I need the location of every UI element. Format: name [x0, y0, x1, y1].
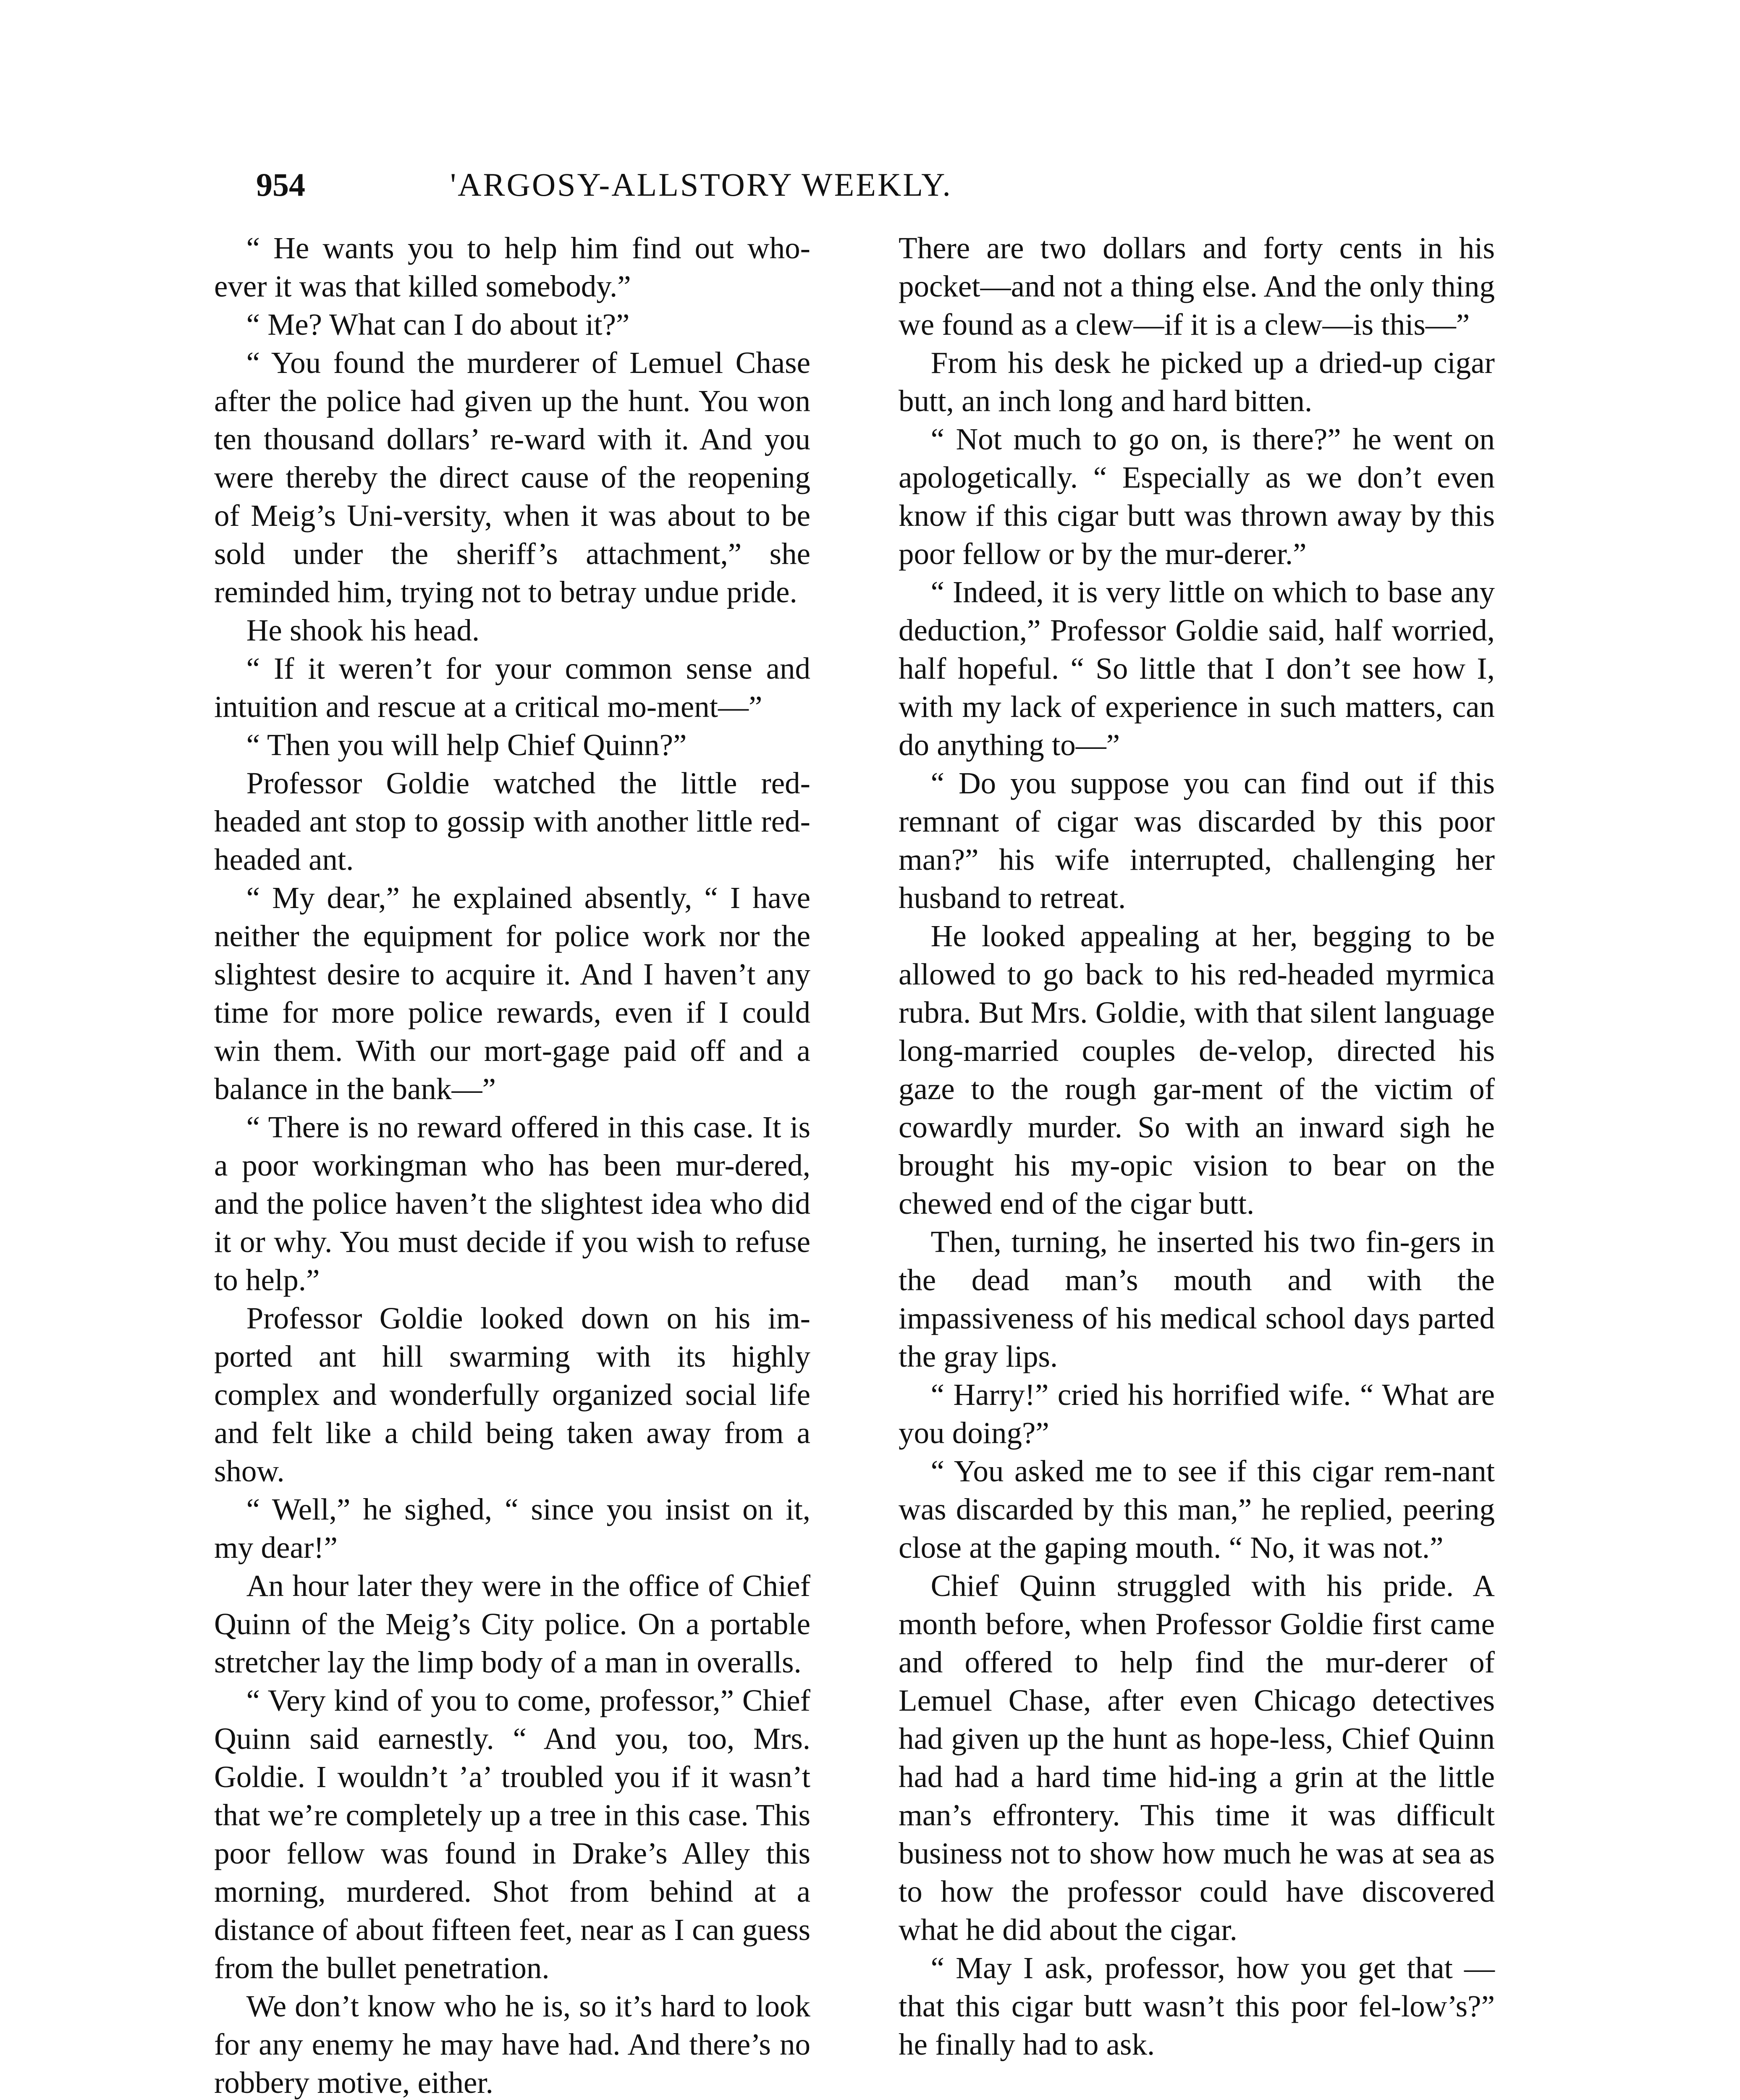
paragraph: “ Then you will help Chief Quinn?” [246, 728, 687, 762]
right-column [899, 229, 1495, 2063]
paragraph: From his desk he picked up a dried-up cigar butt, an inch long and hard bitten. [899, 346, 1495, 418]
paragraph: “ Not much to go on, is there?” he went on apologetically. “ Especially as we don’t even know if this cigar butt was thrown away by this poor fellow or by the mur-derer.” [899, 422, 1495, 571]
paragraph: He looked appealing at her, begging to be allowed to go back to his red-headed myrmica rubra. But Mrs. Goldie, with that silent language long-married couples de-velop, directed his gaze to the rough gar-ment of the victim of cowardly murder. So with an inward sigh he brought his my-opic vision to bear on the chewed end of the cigar butt. [899, 919, 1495, 1221]
paragraph: Then, turning, he inserted his two fin-gers in the dead man’s mouth and with the impassiveness of his medical school days parted the gray lips. [899, 1225, 1495, 1373]
paragraph: We don’t know who he is, so it’s hard to look for any enemy he may have had. And there’s no robbery motive, either. [214, 1989, 810, 2100]
page-number: 954 [256, 166, 305, 203]
paragraph: “ Indeed, it is very little on which to base any deduction,” Professor Goldie said, half worried, half hopeful. “ So little that I don’t see how I, with my lack of experience in such matters, can do anything to—” [899, 575, 1495, 762]
paragraph: Professor Goldie watched the little red-headed ant stop to gossip with another little red-headed ant. [214, 766, 810, 877]
paragraph: “ Do you suppose you can find out if this remnant of cigar was discarded by this poor man?” his wife interrupted, challenging her husband to retreat. [899, 766, 1495, 915]
paragraph: “ There is no reward offered in this case. It is a poor workingman who has been mur-dered, and the police haven’t the slightest idea who did it or why. You must decide if you wish to refuse to help.” [214, 1110, 810, 1297]
running-title: 'ARGOSY-ALLSTORY WEEKLY. [450, 166, 952, 203]
left-column [214, 229, 810, 2100]
paragraph: Chief Quinn struggled with his pride. A month before, when Professor Goldie first came and offered to help find the mur-derer of Lemuel Chase, after even Chicago detectives had given up the hunt as hope-less, Chief Quinn had had a hard time hid-ing a grin at the little man’s effrontery. This time it was difficult business not to show how much he was at sea as to how the professor could have discovered what he did about the cigar. [899, 1569, 1495, 1947]
paragraph: “ Harry!” cried his horrified wife. “ What are you doing?” [899, 1378, 1495, 1450]
paragraph: “ If it weren’t for your common sense and intuition and rescue at a critical mo-ment—” [214, 651, 810, 724]
paragraph: “ Well,” he sighed, “ since you insist on it, my dear!” [214, 1492, 810, 1564]
paragraph: “ He wants you to help him find out who-ever it was that killed somebody.” [214, 231, 810, 303]
page-header [256, 162, 1146, 208]
paragraph: “ Me? What can I do about it?” [246, 307, 630, 341]
paragraph: “ You found the murderer of Lemuel Chase after the police had given up the hunt. You won ten thousand dollars’ re-ward with it. And you were thereby the direct cause of the reopening of Meig’s Uni-versity, when it was about to be sold under the sheriff’s attachment,” she reminded him, trying not to betray undue pride. [214, 346, 810, 609]
paragraph: “ You asked me to see if this cigar rem-nant was discarded by this man,” he replied, peering close at the gaping mouth. “ No, it was not.” [899, 1454, 1495, 1564]
paragraph: “ May I ask, professor, how you get that —that this cigar butt wasn’t this poor fel-low’s?” he finally had to ask. [899, 1951, 1495, 2061]
paragraph: He shook his head. [246, 613, 480, 647]
paragraph: “ Very kind of you to come, professor,” Chief Quinn said earnestly. “ And you, too, Mrs. Goldie. I wouldn’t ’a’ troubled you if it wasn’t that we’re completely up a tree in this case. This poor fellow was found in Drake’s Alley this morning, murdered. Shot from behind at a distance of about fifteen feet, near as I can guess from the bullet penetration. [214, 1683, 810, 1985]
paragraph: “ My dear,” he explained absently, “ I have neither the equipment for police work nor the slightest desire to acquire it. And I haven’t any time for more police rewards, even if I could win them. With our mort-gage paid off and a balance in the bank—” [214, 881, 810, 1106]
paragraph-continuation: There are two dollars and forty cents in his pocket—and not a thing else. And the only thing we found as a clew—if it is a clew—is this—” [899, 231, 1495, 341]
paragraph: An hour later they were in the office of Chief Quinn of the Meig’s City police. On a portable stretcher lay the limp body of a man in overalls. [214, 1569, 810, 1679]
paragraph: Professor Goldie looked down on his im-ported ant hill swarming with its highly complex and wonderfully organized social life and felt like a child being taken away from a show. [214, 1301, 810, 1488]
